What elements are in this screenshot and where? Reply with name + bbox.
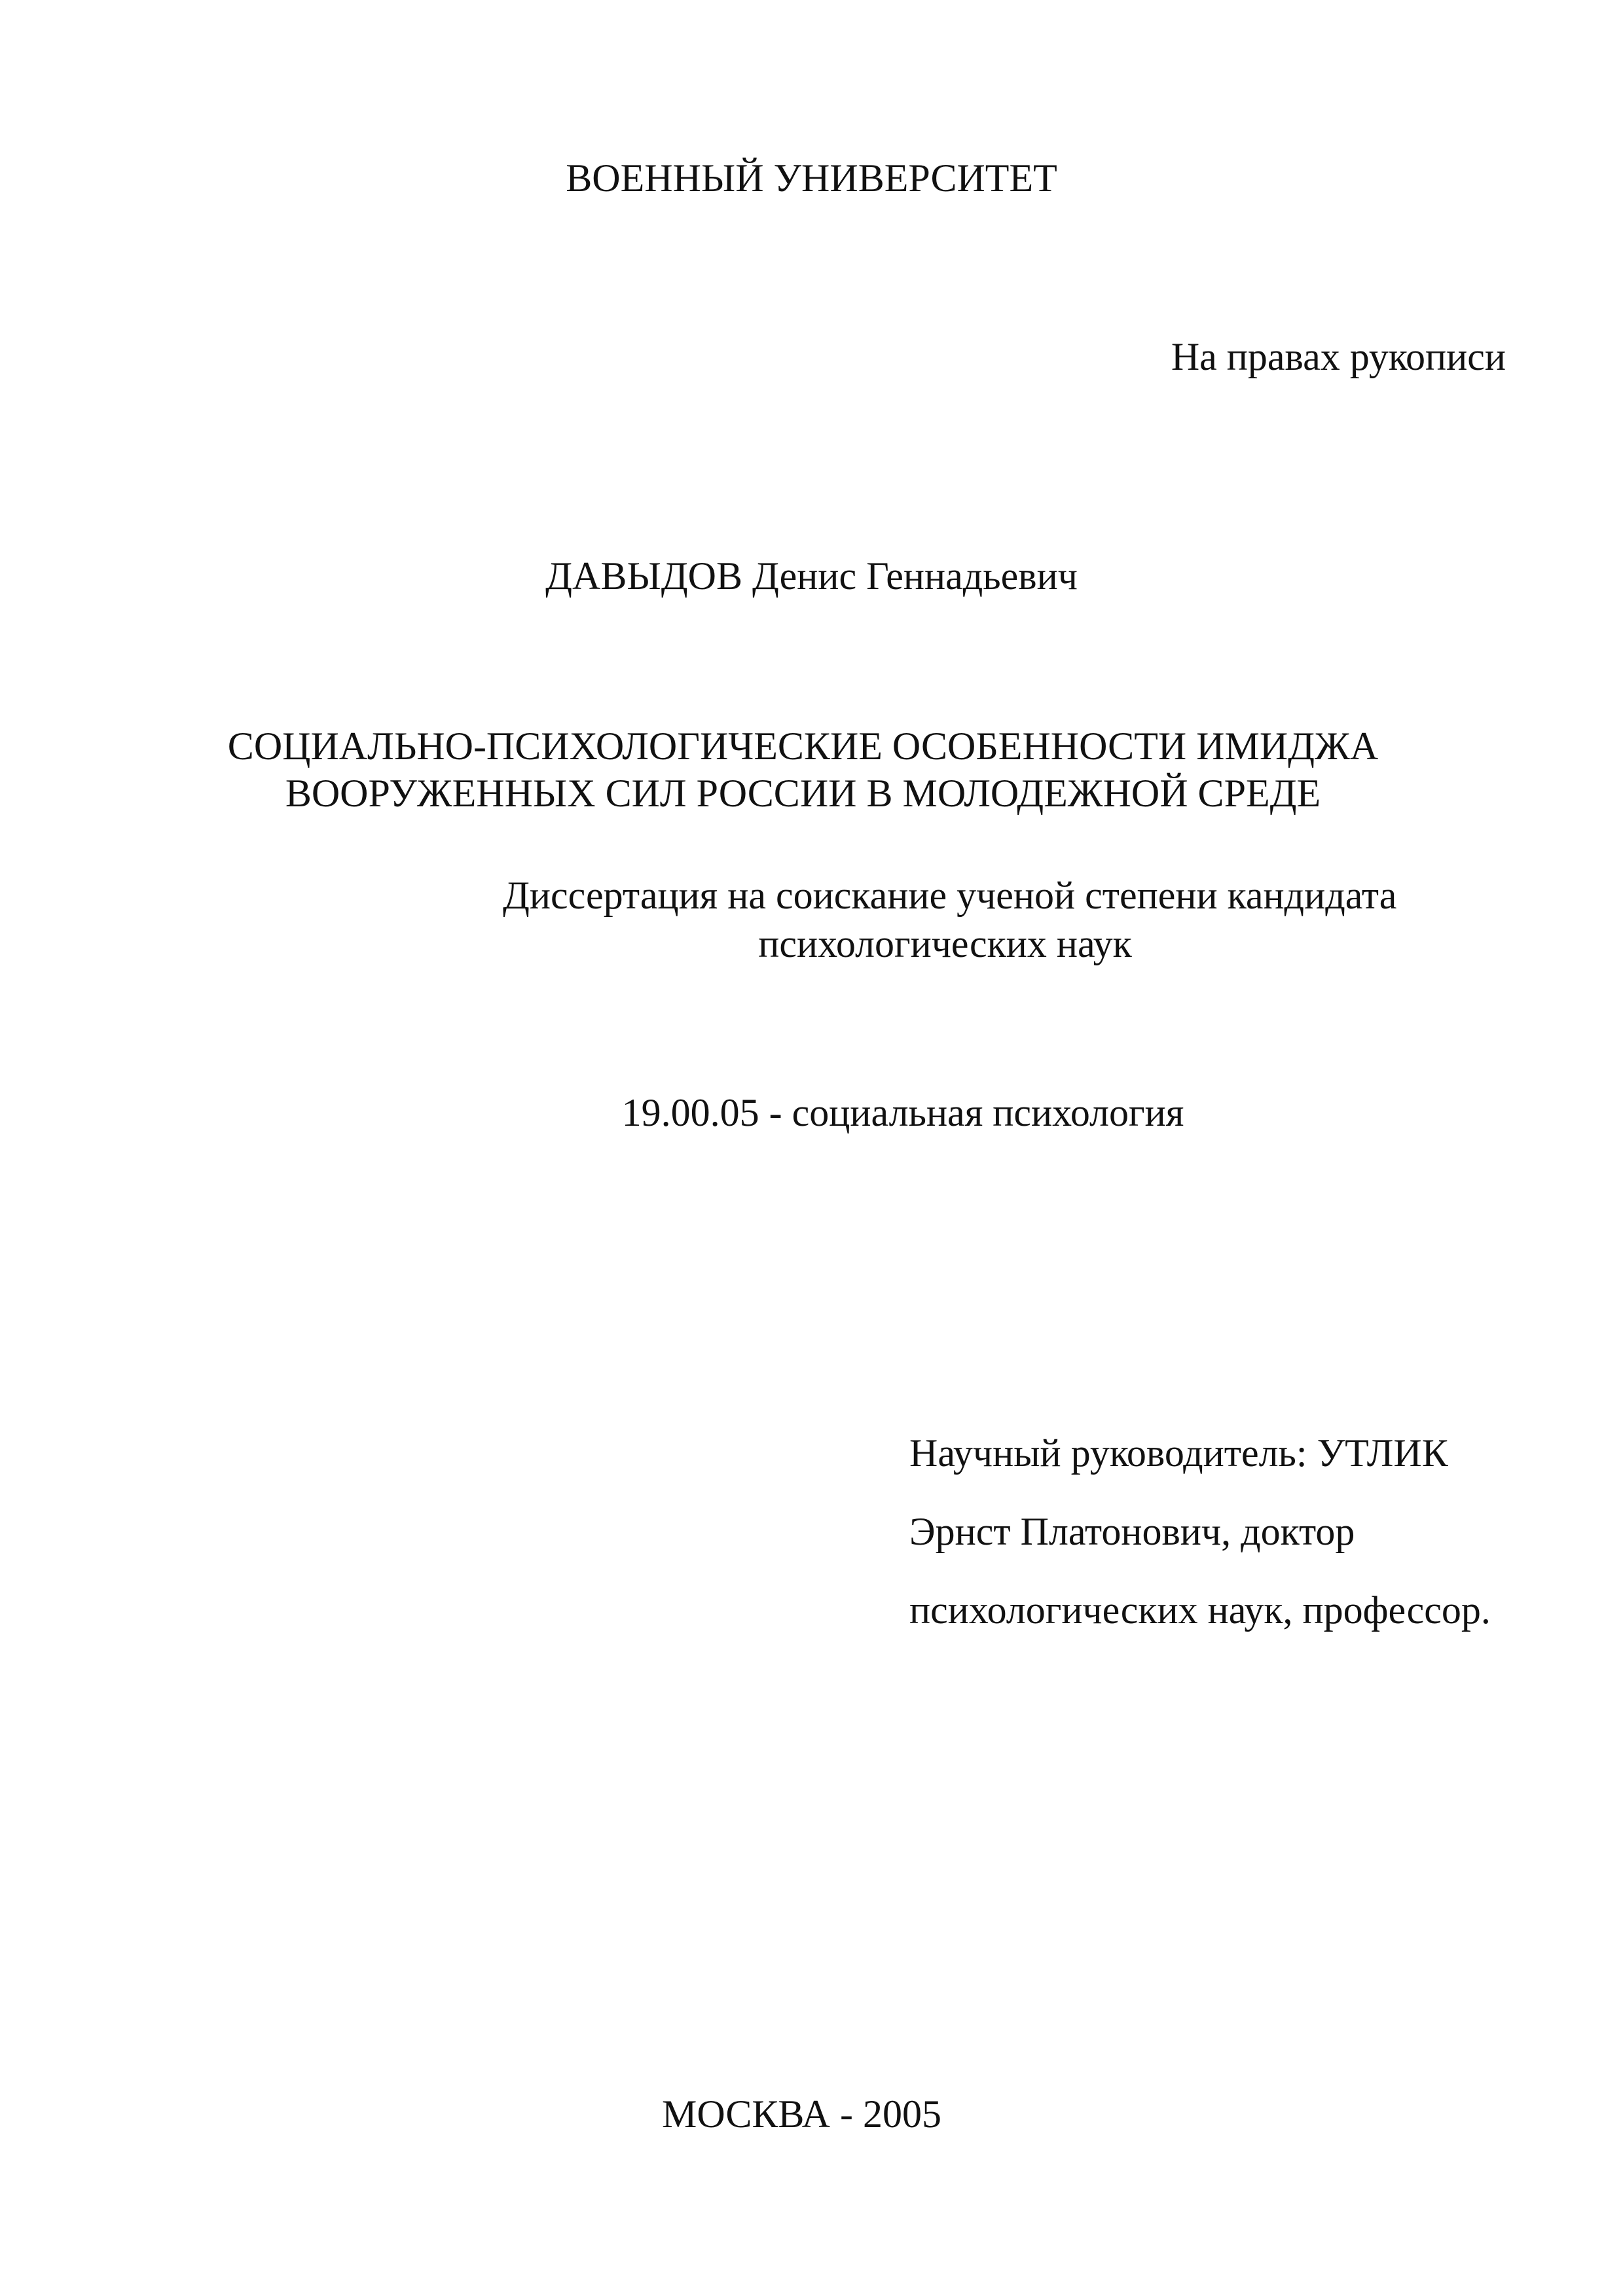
supervisor-line-2: Эрнст Платонович, доктор xyxy=(909,1510,1355,1553)
degree-line-2: психологических наук xyxy=(758,922,1132,965)
city-year: МОСКВА - 2005 xyxy=(661,2092,941,2136)
university-name: ВОЕННЫЙ УНИВЕРСИТЕТ xyxy=(566,156,1057,200)
manuscript-note: На правах рукописи xyxy=(1171,335,1506,378)
author-name: ДАВЫДОВ Денис Геннадьевич xyxy=(545,554,1078,598)
degree-line-1: Диссертация на соискание ученой степени кандидата xyxy=(503,874,1397,917)
title-line-2: ВООРУЖЕННЫХ СИЛ РОССИИ В МОЛОДЕЖНОЙ СРЕДЕ xyxy=(285,772,1321,815)
supervisor-line-3: психологических наук, профессор. xyxy=(909,1588,1491,1632)
title-line-1: СОЦИАЛЬНО-ПСИХОЛОГИЧЕСКИЕ ОСОБЕННОСТИ ИМИДЖА xyxy=(227,725,1379,768)
specialty-code: 19.00.05 - социальная психология xyxy=(621,1091,1184,1134)
supervisor-line-1: Научный руководитель: УТЛИК xyxy=(909,1431,1448,1475)
